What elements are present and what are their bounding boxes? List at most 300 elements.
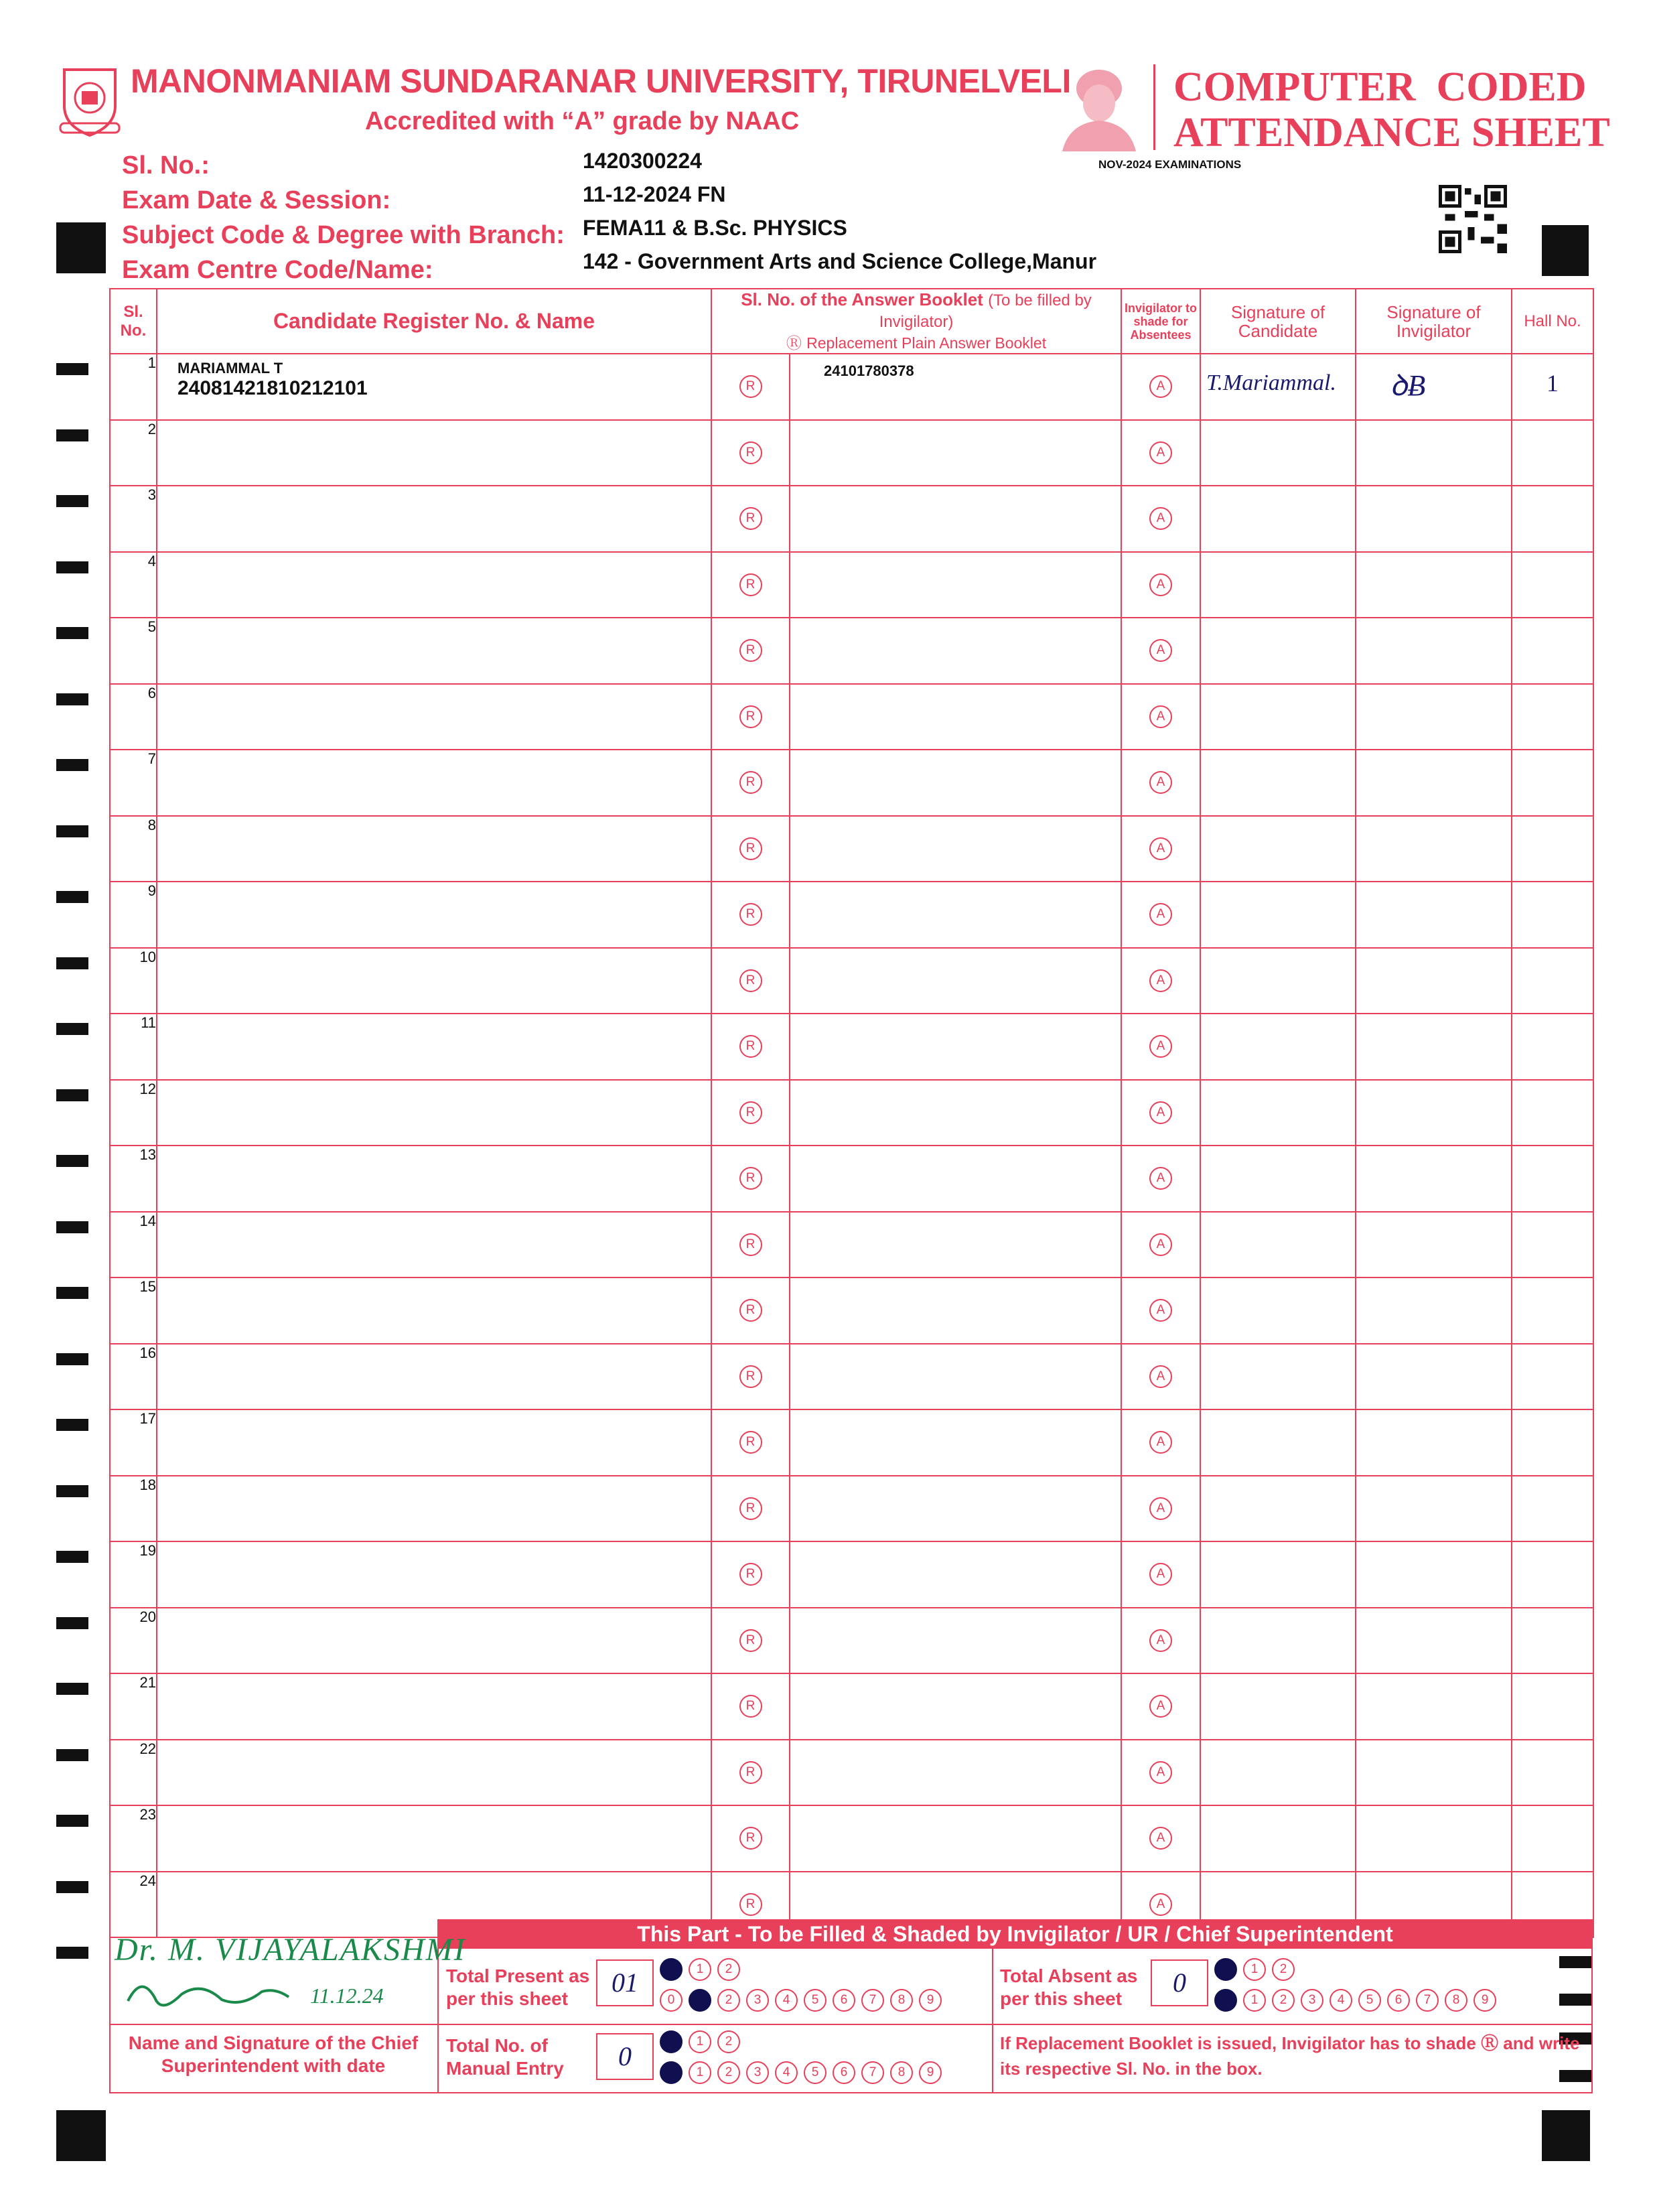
timing-mark bbox=[56, 1089, 88, 1101]
timing-mark bbox=[56, 1287, 88, 1299]
digit-bubble[interactable]: 2 bbox=[1272, 1989, 1295, 2012]
row-sl-no: 10 bbox=[110, 948, 157, 1014]
absent-a-bubble[interactable]: A bbox=[1149, 441, 1172, 464]
chief-date-handwritten: 11.12.24 bbox=[310, 1984, 384, 2008]
row-absent-bubble[interactable] bbox=[1121, 1212, 1200, 1278]
absent-a-bubble[interactable]: A bbox=[1149, 1035, 1172, 1058]
subject-value: FEMA11 & B.Sc. PHYSICS bbox=[583, 216, 847, 240]
digit-bubble[interactable]: 6 bbox=[833, 1989, 855, 2012]
col-invigilator-shade: Invigilator to shade for Absentees bbox=[1121, 289, 1200, 354]
timing-mark bbox=[56, 1353, 88, 1365]
replacement-r-bubble[interactable]: R bbox=[739, 1233, 762, 1256]
row-booklet-no bbox=[790, 552, 1121, 618]
replacement-r-bubble[interactable]: R bbox=[739, 705, 762, 728]
replacement-r-bubble[interactable]: R bbox=[739, 507, 762, 530]
digit-bubble[interactable]: 1 bbox=[689, 1989, 711, 2012]
row-replacement-bubble[interactable] bbox=[711, 618, 790, 684]
digit-bubble[interactable]: 1 bbox=[1243, 1989, 1266, 2012]
absent-a-bubble[interactable]: A bbox=[1149, 1233, 1172, 1256]
row-hall bbox=[1512, 552, 1593, 618]
qr-code bbox=[1439, 185, 1507, 253]
row-replacement-bubble[interactable] bbox=[711, 420, 790, 486]
row-hall bbox=[1512, 816, 1593, 882]
footer-section bbox=[109, 1919, 1593, 2095]
row-replacement-bubble[interactable] bbox=[711, 882, 790, 948]
row-booklet-no bbox=[790, 1673, 1121, 1740]
row-hall bbox=[1512, 684, 1593, 750]
row-absent-bubble[interactable] bbox=[1121, 1805, 1200, 1872]
row-candidate bbox=[157, 552, 711, 618]
row-sig-candidate bbox=[1200, 1608, 1356, 1674]
row-absent-bubble[interactable] bbox=[1121, 1608, 1200, 1674]
row-booklet-no bbox=[790, 1212, 1121, 1278]
corner-block bbox=[1542, 225, 1589, 276]
table-row bbox=[110, 1805, 1593, 1872]
digit-bubble[interactable]: 0 bbox=[1214, 1989, 1237, 2012]
row-sig-candidate bbox=[1200, 618, 1356, 684]
row-hall bbox=[1512, 1740, 1593, 1806]
row-sig-invigilator bbox=[1356, 1541, 1512, 1608]
row-candidate bbox=[157, 1212, 711, 1278]
row-absent-bubble[interactable] bbox=[1121, 1476, 1200, 1542]
row-booklet-no bbox=[790, 1541, 1121, 1608]
timing-mark bbox=[56, 561, 88, 573]
row-hall bbox=[1512, 1080, 1593, 1146]
absent-a-bubble[interactable]: A bbox=[1149, 1497, 1172, 1520]
table-row bbox=[110, 1014, 1593, 1080]
col-sig-candidate: Signature of Candidate bbox=[1200, 289, 1356, 354]
row-sig-candidate bbox=[1200, 1344, 1356, 1410]
row-sig-invigilator bbox=[1356, 354, 1512, 420]
absent-a-bubble[interactable]: A bbox=[1149, 573, 1172, 596]
row-candidate bbox=[157, 1476, 711, 1542]
header-divider bbox=[1153, 64, 1155, 150]
digit-bubble[interactable]: 7 bbox=[861, 2061, 884, 2084]
row-candidate bbox=[157, 1608, 711, 1674]
table-row bbox=[110, 552, 1593, 618]
row-replacement-bubble[interactable] bbox=[711, 1805, 790, 1872]
hall-number: 1 bbox=[1547, 370, 1559, 397]
row-sig-candidate bbox=[1200, 948, 1356, 1014]
row-hall bbox=[1512, 1608, 1593, 1674]
col-booklet-sub: Replacement Plain Answer Booklet bbox=[806, 334, 1047, 352]
timing-mark bbox=[56, 1881, 88, 1893]
row-sig-candidate bbox=[1200, 420, 1356, 486]
row-replacement-bubble[interactable] bbox=[711, 816, 790, 882]
timing-mark bbox=[56, 1551, 88, 1563]
table-row bbox=[110, 1608, 1593, 1674]
absent-a-bubble[interactable]: A bbox=[1149, 1101, 1172, 1124]
replacement-r-bubble[interactable]: R bbox=[739, 1563, 762, 1586]
row-sl-no: 18 bbox=[110, 1476, 157, 1542]
replacement-r-bubble[interactable]: R bbox=[739, 1431, 762, 1454]
digit-bubble[interactable]: 6 bbox=[1387, 1989, 1410, 2012]
replacement-r-bubble[interactable]: R bbox=[739, 1497, 762, 1520]
row-absent-bubble[interactable] bbox=[1121, 1740, 1200, 1806]
row-replacement-bubble[interactable] bbox=[711, 948, 790, 1014]
row-sig-candidate bbox=[1200, 684, 1356, 750]
attendance-rows bbox=[110, 354, 1593, 1937]
row-absent-bubble[interactable] bbox=[1121, 1080, 1200, 1146]
row-candidate bbox=[157, 750, 711, 816]
row-hall bbox=[1512, 1212, 1593, 1278]
row-replacement-bubble[interactable] bbox=[711, 1673, 790, 1740]
row-booklet-no bbox=[790, 1409, 1121, 1476]
replacement-r-bubble[interactable]: R bbox=[739, 969, 762, 992]
row-sl-no: 1 bbox=[110, 354, 157, 420]
absent-a-bubble[interactable]: A bbox=[1149, 1167, 1172, 1190]
col-booklet-main: Sl. No. of the Answer Booklet bbox=[741, 289, 983, 309]
row-booklet-no bbox=[790, 1805, 1121, 1872]
digit-bubble[interactable]: 8 bbox=[890, 2061, 913, 2084]
digit-bubble[interactable]: 9 bbox=[919, 2061, 942, 2084]
row-sig-invigilator bbox=[1356, 1014, 1512, 1080]
present-tens-bubbles bbox=[660, 1958, 740, 1981]
digit-bubble[interactable]: 8 bbox=[890, 1989, 913, 2012]
row-candidate bbox=[157, 1541, 711, 1608]
absent-a-bubble[interactable]: A bbox=[1149, 1431, 1172, 1454]
replacement-r-bubble[interactable]: R bbox=[739, 441, 762, 464]
row-candidate bbox=[157, 948, 711, 1014]
absent-a-bubble[interactable]: A bbox=[1149, 771, 1172, 794]
chief-label: Name and Signature of the Chief Superintendent with date bbox=[128, 2032, 419, 2076]
timing-mark bbox=[56, 627, 88, 639]
row-replacement-bubble[interactable] bbox=[711, 1146, 790, 1212]
table-row bbox=[110, 618, 1593, 684]
row-replacement-bubble[interactable] bbox=[711, 1541, 790, 1608]
row-booklet-no bbox=[790, 684, 1121, 750]
digit-bubble[interactable]: 2 bbox=[717, 1958, 740, 1981]
replacement-r-bubble[interactable]: R bbox=[739, 1167, 762, 1190]
absent-a-bubble[interactable]: A bbox=[1149, 903, 1172, 926]
row-sig-invigilator bbox=[1356, 1476, 1512, 1542]
row-sig-candidate bbox=[1200, 1541, 1356, 1608]
row-absent-bubble[interactable] bbox=[1121, 1409, 1200, 1476]
replacement-r-bubble[interactable]: R bbox=[739, 573, 762, 596]
row-hall bbox=[1512, 1344, 1593, 1410]
digit-bubble[interactable]: 4 bbox=[1329, 1989, 1352, 2012]
absent-a-bubble[interactable]: A bbox=[1149, 705, 1172, 728]
exam-date-value: 11-12-2024 FN bbox=[583, 182, 726, 206]
centre-value: 142 - Government Arts and Science College,Manur bbox=[583, 249, 1097, 273]
row-booklet-no bbox=[790, 618, 1121, 684]
row-candidate bbox=[157, 882, 711, 948]
row-replacement-bubble[interactable] bbox=[711, 1014, 790, 1080]
digit-bubble[interactable]: 6 bbox=[833, 2061, 855, 2084]
row-sig-candidate bbox=[1200, 1212, 1356, 1278]
row-sig-candidate bbox=[1200, 486, 1356, 552]
row-booklet-no bbox=[790, 1740, 1121, 1806]
row-absent-bubble[interactable] bbox=[1121, 1277, 1200, 1344]
row-sig-candidate bbox=[1200, 1805, 1356, 1872]
row-sig-candidate bbox=[1200, 1277, 1356, 1344]
row-hall bbox=[1512, 1014, 1593, 1080]
digit-bubble[interactable]: 1 bbox=[689, 2030, 711, 2053]
row-hall bbox=[1512, 1277, 1593, 1344]
absent-a-bubble[interactable]: A bbox=[1149, 1563, 1172, 1586]
digit-bubble[interactable]: 4 bbox=[775, 2061, 798, 2084]
col-sig-invigilator: Signature of Invigilator bbox=[1356, 289, 1512, 354]
timing-mark bbox=[56, 1419, 88, 1431]
digit-bubble[interactable]: 0 bbox=[660, 1989, 682, 2012]
digit-bubble[interactable]: 1 bbox=[1243, 1958, 1266, 1981]
row-sl-no: 16 bbox=[110, 1344, 157, 1410]
replacement-r-bubble[interactable]: R bbox=[739, 837, 762, 860]
timing-mark bbox=[56, 957, 88, 969]
row-booklet-no bbox=[790, 882, 1121, 948]
row-sl-no: 23 bbox=[110, 1805, 157, 1872]
absent-a-bubble[interactable]: A bbox=[1149, 639, 1172, 662]
absent-a-bubble[interactable]: A bbox=[1149, 507, 1172, 530]
row-booklet-no bbox=[790, 1146, 1121, 1212]
row-sig-invigilator bbox=[1356, 1212, 1512, 1278]
row-absent-bubble[interactable] bbox=[1121, 750, 1200, 816]
absent-tens-bubbles bbox=[1214, 1958, 1295, 1981]
row-absent-bubble[interactable] bbox=[1121, 1014, 1200, 1080]
timing-mark bbox=[56, 1023, 88, 1035]
replacement-r-bubble[interactable]: R bbox=[739, 771, 762, 794]
digit-bubble[interactable]: 9 bbox=[919, 1989, 942, 2012]
row-sl-no: 24 bbox=[110, 1872, 157, 1938]
absent-a-bubble[interactable]: A bbox=[1149, 1299, 1172, 1322]
row-replacement-bubble[interactable] bbox=[711, 486, 790, 552]
digit-bubble[interactable]: 0 bbox=[660, 2030, 682, 2053]
digit-bubble[interactable]: 4 bbox=[775, 1989, 798, 2012]
replacement-r-bubble[interactable]: R bbox=[739, 1101, 762, 1124]
row-candidate bbox=[157, 420, 711, 486]
row-absent-bubble[interactable] bbox=[1121, 618, 1200, 684]
row-replacement-bubble[interactable] bbox=[711, 1740, 790, 1806]
sl-no-label: Sl. No.: bbox=[122, 151, 210, 180]
row-candidate bbox=[157, 1344, 711, 1410]
row-absent-bubble[interactable] bbox=[1121, 1344, 1200, 1410]
digit-bubble[interactable]: 1 bbox=[689, 1958, 711, 1981]
table-row bbox=[110, 1740, 1593, 1806]
row-candidate bbox=[157, 1014, 711, 1080]
replacement-r-bubble[interactable]: R bbox=[739, 1893, 762, 1916]
row-booklet-no bbox=[790, 420, 1121, 486]
row-candidate bbox=[157, 618, 711, 684]
absent-a-bubble[interactable]: A bbox=[1149, 1695, 1172, 1718]
row-sig-invigilator bbox=[1356, 1277, 1512, 1344]
row-hall bbox=[1512, 1409, 1593, 1476]
timing-mark bbox=[56, 693, 88, 705]
replacement-r-bubble[interactable]: R bbox=[739, 1629, 762, 1652]
row-absent-bubble[interactable] bbox=[1121, 816, 1200, 882]
row-hall bbox=[1512, 354, 1593, 420]
col-booklet bbox=[711, 289, 1121, 354]
row-replacement-bubble[interactable] bbox=[711, 684, 790, 750]
row-sig-invigilator bbox=[1356, 948, 1512, 1014]
row-absent-bubble[interactable] bbox=[1121, 486, 1200, 552]
manual-entry-label: Total No. of Manual Entry bbox=[446, 2035, 564, 2079]
table-row bbox=[110, 1080, 1593, 1146]
row-sl-no: 20 bbox=[110, 1608, 157, 1674]
row-replacement-bubble[interactable] bbox=[711, 552, 790, 618]
digit-bubble[interactable]: 5 bbox=[804, 2061, 826, 2084]
digit-bubble[interactable]: 8 bbox=[1445, 1989, 1467, 2012]
row-sl-no: 3 bbox=[110, 486, 157, 552]
row-absent-bubble[interactable] bbox=[1121, 1541, 1200, 1608]
row-sig-candidate bbox=[1200, 816, 1356, 882]
centre-label: Exam Centre Code/Name: bbox=[122, 256, 433, 284]
row-replacement-bubble[interactable] bbox=[711, 1212, 790, 1278]
corner-block bbox=[56, 2110, 106, 2161]
digit-bubble[interactable]: 0 bbox=[660, 2061, 682, 2084]
replacement-r-bubble[interactable]: R bbox=[739, 1299, 762, 1322]
replacement-r-bubble[interactable]: R bbox=[739, 903, 762, 926]
row-sig-invigilator bbox=[1356, 1409, 1512, 1476]
replacement-r-bubble[interactable]: R bbox=[739, 1365, 762, 1388]
row-replacement-bubble[interactable] bbox=[711, 1277, 790, 1344]
absent-a-bubble[interactable]: A bbox=[1149, 1629, 1172, 1652]
digit-bubble[interactable]: 3 bbox=[746, 2061, 769, 2084]
row-sig-invigilator bbox=[1356, 1080, 1512, 1146]
digit-bubble[interactable]: 3 bbox=[746, 1989, 769, 2012]
replacement-r-bubble[interactable]: R bbox=[739, 639, 762, 662]
absent-a-bubble[interactable]: A bbox=[1149, 1761, 1172, 1784]
row-hall bbox=[1512, 750, 1593, 816]
table-row bbox=[110, 1277, 1593, 1344]
manual-tens-bubbles bbox=[660, 2030, 740, 2053]
row-hall bbox=[1512, 1476, 1593, 1542]
university-logo bbox=[58, 64, 122, 139]
row-candidate bbox=[157, 1805, 711, 1872]
candidate-signature: T.Mariammal. bbox=[1206, 370, 1336, 395]
row-sig-candidate bbox=[1200, 552, 1356, 618]
digit-bubble[interactable]: 0 bbox=[660, 1958, 682, 1981]
table-row bbox=[110, 1344, 1593, 1410]
row-hall bbox=[1512, 618, 1593, 684]
row-replacement-bubble[interactable] bbox=[711, 1476, 790, 1542]
row-absent-bubble[interactable] bbox=[1121, 354, 1200, 420]
absent-a-bubble[interactable]: A bbox=[1149, 1827, 1172, 1850]
row-sl-no: 15 bbox=[110, 1277, 157, 1344]
timing-mark bbox=[56, 1485, 88, 1497]
timing-mark bbox=[56, 825, 88, 837]
candidate-reg-no: 24081421810212101 bbox=[177, 377, 368, 399]
digit-bubble[interactable]: 2 bbox=[717, 2061, 740, 2084]
corner-block bbox=[56, 222, 106, 273]
row-candidate bbox=[157, 486, 711, 552]
timing-mark bbox=[56, 891, 88, 903]
timing-mark bbox=[56, 1947, 88, 1959]
row-absent-bubble[interactable] bbox=[1121, 882, 1200, 948]
col-candidate: Candidate Register No. & Name bbox=[157, 289, 711, 354]
timing-mark bbox=[56, 429, 88, 441]
row-absent-bubble[interactable] bbox=[1121, 1673, 1200, 1740]
present-units-bubbles bbox=[660, 1989, 942, 2012]
digit-bubble[interactable]: 3 bbox=[1301, 1989, 1323, 2012]
digit-bubble[interactable]: 9 bbox=[1474, 1989, 1496, 2012]
row-sig-candidate bbox=[1200, 1146, 1356, 1212]
table-row bbox=[110, 1476, 1593, 1542]
row-sig-invigilator bbox=[1356, 486, 1512, 552]
row-replacement-bubble[interactable] bbox=[711, 1409, 790, 1476]
row-sl-no: 7 bbox=[110, 750, 157, 816]
digit-bubble[interactable]: 7 bbox=[861, 1989, 884, 2012]
absent-a-bubble[interactable]: A bbox=[1149, 1365, 1172, 1388]
row-booklet-no bbox=[790, 1476, 1121, 1542]
row-absent-bubble[interactable] bbox=[1121, 684, 1200, 750]
digit-bubble[interactable]: 5 bbox=[1358, 1989, 1381, 2012]
timing-mark bbox=[56, 1815, 88, 1827]
absent-a-bubble[interactable]: A bbox=[1149, 1893, 1172, 1916]
exam-tag: NOV-2024 EXAMINATIONS bbox=[1098, 158, 1242, 171]
row-booklet-no bbox=[790, 1014, 1121, 1080]
row-replacement-bubble[interactable] bbox=[711, 1080, 790, 1146]
replacement-r-bubble[interactable]: R bbox=[739, 375, 762, 398]
row-sig-candidate bbox=[1200, 354, 1356, 420]
row-sig-invigilator bbox=[1356, 1344, 1512, 1410]
portrait-emblem bbox=[1056, 62, 1143, 151]
digit-bubble[interactable]: 2 bbox=[717, 2030, 740, 2053]
row-hall bbox=[1512, 1805, 1593, 1872]
digit-bubble[interactable]: 1 bbox=[689, 2061, 711, 2084]
row-sig-invigilator bbox=[1356, 618, 1512, 684]
row-booklet-no bbox=[790, 816, 1121, 882]
row-booklet-no bbox=[790, 1277, 1121, 1344]
replacement-r-bubble[interactable]: R bbox=[739, 1695, 762, 1718]
row-candidate bbox=[157, 1277, 711, 1344]
row-sl-no: 21 bbox=[110, 1673, 157, 1740]
row-absent-bubble[interactable] bbox=[1121, 1146, 1200, 1212]
row-sig-invigilator bbox=[1356, 1740, 1512, 1806]
row-replacement-bubble[interactable] bbox=[711, 354, 790, 420]
row-sig-candidate bbox=[1200, 1014, 1356, 1080]
row-absent-bubble[interactable] bbox=[1121, 420, 1200, 486]
absent-a-bubble[interactable]: A bbox=[1149, 837, 1172, 860]
col-booklet-symbol: Ⓡ bbox=[786, 334, 802, 352]
row-absent-bubble[interactable] bbox=[1121, 552, 1200, 618]
digit-bubble[interactable]: 7 bbox=[1416, 1989, 1439, 2012]
replacement-r-bubble[interactable]: R bbox=[739, 1035, 762, 1058]
row-booklet-no bbox=[790, 1608, 1121, 1674]
table-row bbox=[110, 1146, 1593, 1212]
row-booklet-no bbox=[790, 750, 1121, 816]
col-booklet-note: (To be filled by Invigilator) bbox=[879, 291, 1092, 331]
absent-a-bubble[interactable]: A bbox=[1149, 969, 1172, 992]
digit-bubble[interactable]: 5 bbox=[804, 1989, 826, 2012]
row-candidate bbox=[157, 1080, 711, 1146]
booklet-number: 24101780378 bbox=[824, 362, 914, 379]
university-name: MANONMANIAM SUNDARANAR UNIVERSITY, TIRUNELVELI bbox=[131, 62, 1071, 100]
row-hall bbox=[1512, 1673, 1593, 1740]
row-sig-invigilator bbox=[1356, 750, 1512, 816]
digit-bubble[interactable]: 0 bbox=[1214, 1958, 1237, 1981]
absent-a-bubble[interactable]: A bbox=[1149, 375, 1172, 398]
row-sig-candidate bbox=[1200, 1673, 1356, 1740]
manual-units-bubbles bbox=[660, 2061, 942, 2084]
replacement-r-bubble[interactable]: R bbox=[739, 1827, 762, 1850]
timing-mark bbox=[56, 363, 88, 375]
row-absent-bubble[interactable] bbox=[1121, 948, 1200, 1014]
replacement-note: If Replacement Booklet is issued, Invigilator has to shade Ⓡ and write its respective Sl. No. in the box. bbox=[1000, 2033, 1580, 2079]
row-sig-invigilator bbox=[1356, 1673, 1512, 1740]
table-row bbox=[110, 354, 1593, 420]
replacement-r-bubble[interactable]: R bbox=[739, 1761, 762, 1784]
row-booklet-no bbox=[790, 486, 1121, 552]
sheet-title bbox=[1173, 64, 1610, 155]
digit-bubble[interactable]: 2 bbox=[717, 1989, 740, 2012]
row-replacement-bubble[interactable] bbox=[711, 1608, 790, 1674]
table-row bbox=[110, 1212, 1593, 1278]
row-replacement-bubble[interactable] bbox=[711, 750, 790, 816]
total-present-label: Total Present as per this sheet bbox=[446, 1965, 590, 2009]
row-hall bbox=[1512, 948, 1593, 1014]
digit-bubble[interactable]: 2 bbox=[1272, 1958, 1295, 1981]
row-replacement-bubble[interactable] bbox=[711, 1344, 790, 1410]
